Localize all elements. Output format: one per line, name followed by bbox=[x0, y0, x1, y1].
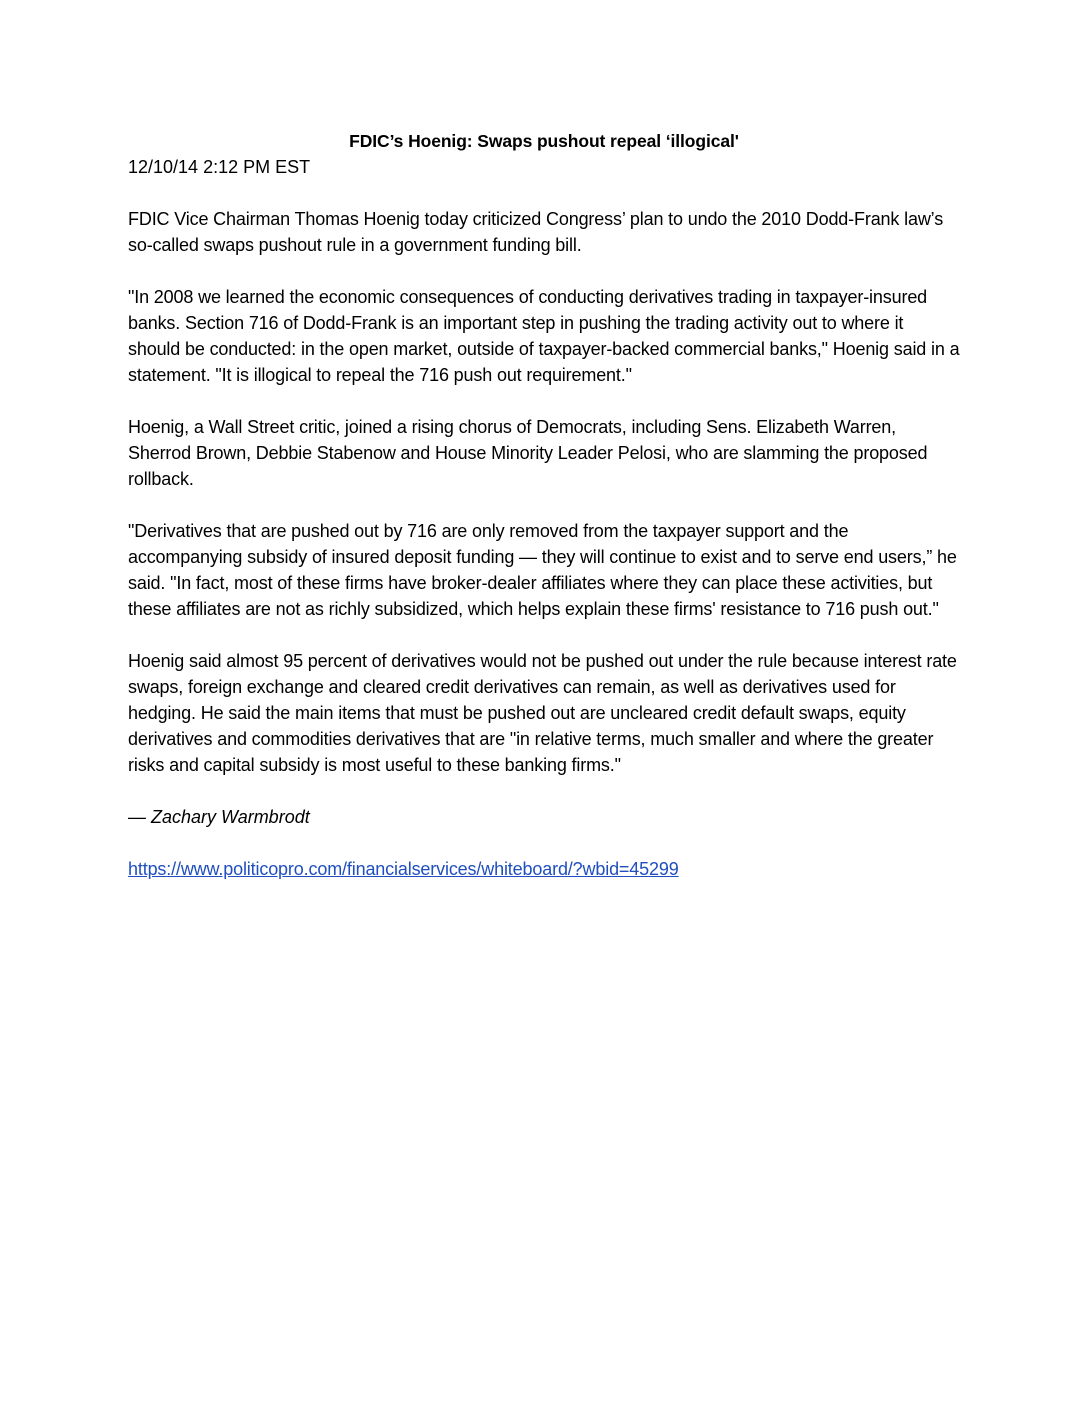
article-paragraph-1: FDIC Vice Chairman Thomas Hoenig today criticized Congress’ plan to undo the 2010 Dodd-Frank law’s so-called swaps pushout rule in a government funding bill. bbox=[128, 209, 944, 255]
article-paragraph-4: "Derivatives that are pushed out by 716 are only removed from the taxpayer support and the accompanying subsidy of insured deposit funding — they will continue to exist and to serve end users,” he said. "In fact, most of these firms have broker-dealer affiliates where they can place these activities, but these affiliates are not as richly subsidized, which helps explain these firms' resistance to 716 push out." bbox=[128, 521, 957, 619]
article-title: FDIC’s Hoenig: Swaps pushout repeal ‘illogical' bbox=[349, 131, 739, 151]
article-paragraph-3: Hoenig, a Wall Street critic, joined a rising chorus of Democrats, including Sens. Elizabeth Warren, Sherrod Brown, Debbie Stabenow and House Minority Leader Pelosi, who are slamming the proposed rollback. bbox=[128, 417, 928, 489]
article-dateline: 12/10/14 2:12 PM EST bbox=[128, 157, 311, 177]
document-page bbox=[128, 128, 960, 882]
article-byline: — Zachary Warmbrodt bbox=[128, 807, 310, 827]
article-paragraph-2: "In 2008 we learned the economic consequences of conducting derivatives trading in taxpayer-insured banks. Section 716 of Dodd-Frank is an important step in pushing the trading activity out to where it should be conducted: in the open market, outside of taxpayer-backed commercial banks," Hoenig said in a statement. "It is illogical to repeal the 716 push out requirement." bbox=[128, 287, 960, 385]
source-link[interactable]: https://www.politicopro.com/financialservices/whiteboard/?wbid=45299 bbox=[128, 859, 679, 879]
article-paragraph-5: Hoenig said almost 95 percent of derivatives would not be pushed out under the rule because interest rate swaps, foreign exchange and cleared credit derivatives can remain, as well as derivatives used for hedging. He said the main items that must be pushed out are uncleared credit default swaps, equity derivatives and commodities derivatives that are "in relative terms, much smaller and where the greater risks and capital subsidy is most useful to these banking firms." bbox=[128, 651, 957, 775]
